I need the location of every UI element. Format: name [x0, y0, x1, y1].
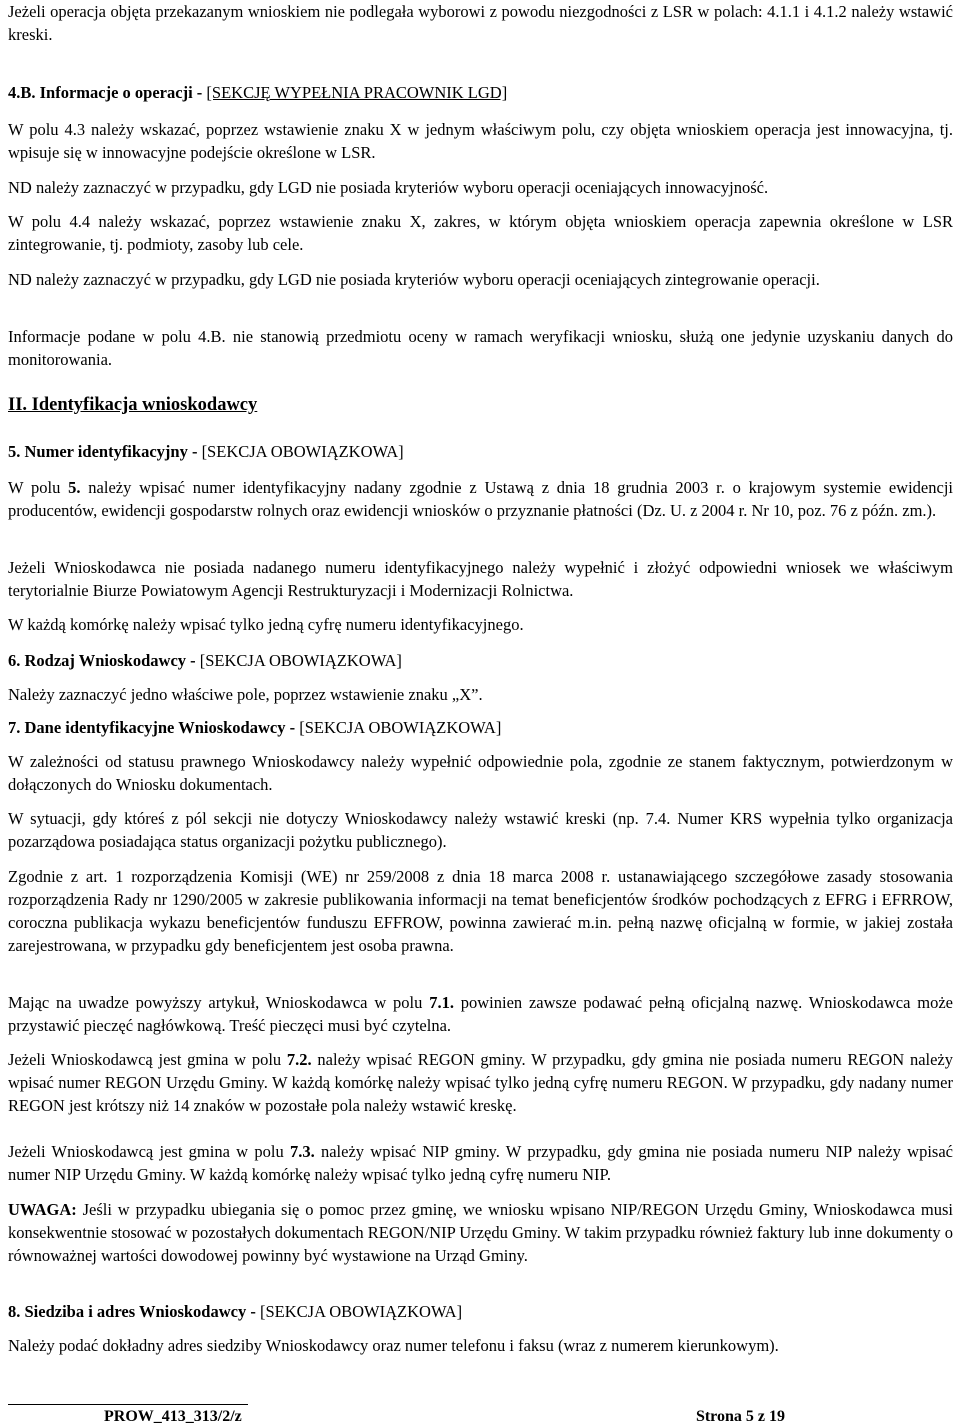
paragraph-field-4-4: W polu 4.4 należy wskazać, poprzez wstawienie znaku X, zakres, w którym objęta wnioskiem operacja zapewnia określone w LSR zintegrowanie, tj. podmioty, zasoby lub cele.	[8, 212, 953, 254]
page-footer	[8, 1407, 953, 1427]
heading-8	[8, 1300, 953, 1323]
heading-7-note: [SEKCJA OBOWIĄZKOWA]	[299, 718, 502, 737]
paragraph-field-7-1-c: powinien zawsze podawać pełną oficjalną nazwę. Wnioskodawca może przystawić pieczęć nagłówkową. Treść pieczęci musi być czytelna.	[8, 993, 953, 1035]
paragraph-field-5-a: W polu	[8, 478, 69, 497]
paragraph-field-7-3-c: należy wpisać NIP gminy. W przypadku, gdy gmina nie posiada numeru NIP należy wpisać numer NIP Urzędu Gminy. W każdą komórkę należy wpisać tylko jedną cyfrę numeru NIP.	[8, 1142, 953, 1184]
paragraph-regulation: Zgodnie z art. 1 rozporządzenia Komisji (WE) nr 259/2008 z dnia 18 marca 2008 r. ustanawiającego szczegółowe zasady stosowania rozporządzenia Rady nr 1290/2005 w zakresie publikowania informacji na temat beneficjentów środków pochodzących z EFRG i EFRROW, coroczna publikacja wykazu beneficjentów funduszu EFFROW, powinna zawierać m.in. pełną nazwę oficjalną w formie, w jakiej została zarejestrowana, w przypadku gdy beneficjentem jest osoba prawna.	[8, 867, 953, 955]
paragraph-field-7-3	[8, 1140, 953, 1186]
paragraph-nd-innovation: ND należy zaznaczyć w przypadku, gdy LGD nie posiada kryteriów wyboru operacji oceniających innowacyjność.	[8, 178, 769, 197]
warning-text: Jeśli w przypadku ubiegania się o pomoc przez gminę, we wniosku wpisano NIP/REGON Urzędu Gminy, Wnioskodawca musi konsekwentnie stosować w pozostałych dokumentach REGON/NIP Urzędu Gminy. W takim przypadku również faktury lub inne dokumenty o równoważnej wartości dowodowej powinny być wystawione na Urząd Gminy.	[8, 1200, 953, 1265]
heading-5-note: [SEKCJA OBOWIĄZKOWA]	[201, 442, 404, 461]
paragraph-field-7-1-a: Mając na uwadze powyższy artykuł, Wnioskodawca w polu	[8, 993, 430, 1012]
heading-6-title: 6. Rodzaj Wnioskodawcy -	[8, 651, 200, 670]
paragraph-warning	[8, 1198, 953, 1267]
paragraph-not-applicable: W sytuacji, gdy któreś z pól sekcji nie dotyczy Wnioskodawcy należy wstawić kreski (np. 7.4. Numer KRS wypełnia tylko organizacja pozarządowa posiadająca status organizacji pożytku publicznego).	[8, 809, 953, 851]
heading-6-note: [SEKCJA OBOWIĄZKOWA]	[199, 651, 402, 670]
paragraph-field-7-1	[8, 991, 953, 1037]
heading-8-title: 8. Siedziba i adres Wnioskodawcy -	[8, 1302, 260, 1321]
heading-4b	[8, 81, 953, 104]
paragraph-field-7-2-c: należy wpisać REGON gminy. W przypadku, gdy gmina nie posiada numeru REGON należy wpisać numer REGON Urzędu Gminy. W każdą komórkę należy wpisać tylko jedną cyfrę numeru REGON. W przypadku, gdy nadany numer REGON jest krótszy niż 14 znaków w pozostałe pola należy wstawić kreskę.	[8, 1050, 953, 1115]
paragraph-field-6: Należy zaznaczyć jedno właściwe pole, poprzez wstawienie znaku „X”.	[8, 685, 483, 704]
paragraph-one-digit: W każdą komórkę należy wpisać tylko jedną cyfrę numeru identyfikacyjnego.	[8, 615, 524, 634]
paragraph-field-5	[8, 476, 953, 522]
section-heading-identification: II. Identyfikacja wnioskodawcy	[8, 395, 258, 415]
paragraph-field-7-1-b: 7.1.	[429, 993, 454, 1012]
heading-4b-title: 4.B. Informacje o operacji -	[8, 83, 207, 102]
paragraph-field-5-c: należy wpisać numer identyfikacyjny nadany zgodnie z Ustawą z dnia 18 grudnia 2003 r. o krajowym systemie ewidencji producentów, ewidencji gospodarstw rolnych oraz ewidencji wniosków o przyznanie płatności (Dz. U. z 2004 r. Nr 10, poz. 76 z późn. zm.).	[8, 478, 953, 520]
footer-page-number: Strona 5 z 19	[695, 1408, 785, 1425]
paragraph-field-7-2-b: 7.2.	[286, 1050, 312, 1069]
heading-5	[8, 440, 953, 463]
paragraph-nd-integration: ND należy zaznaczyć w przypadku, gdy LGD nie posiada kryteriów wyboru operacji oceniających zintegrowanie operacji.	[8, 270, 820, 289]
footer-document-id: PROW_413_313/2/z	[104, 1408, 242, 1425]
paragraph-field-7-2-a: Jeżeli Wnioskodawcą jest gmina w polu	[8, 1050, 287, 1069]
paragraph-field-4-3: W polu 4.3 należy wskazać, poprzez wstawienie znaku X w jednym właściwym polu, czy objęta wnioskiem operacja jest innowacyjna, tj. wpisuje się w innowacyjne podejście określone w LSR.	[8, 120, 953, 162]
paragraph-legal-status: W zależności od statusu prawnego Wnioskodawcy należy wypełnić odpowiednie pola, zgodnie ze stanem faktycznym, potwierdzonym w dołączonych do Wniosku dokumentach.	[8, 752, 953, 794]
paragraph-address: Należy podać dokładny adres siedziby Wnioskodawcy oraz numer telefonu i faksu (wraz z numerem kierunkowym).	[8, 1336, 779, 1355]
paragraph-field-5-b: 5.	[68, 478, 81, 497]
heading-6	[8, 649, 953, 672]
heading-7	[8, 716, 953, 739]
paragraph-field-7-3-a: Jeżeli Wnioskodawcą jest gmina w polu	[8, 1142, 290, 1161]
heading-4b-note: [SEKCJĘ WYPEŁNIA PRACOWNIK LGD]	[206, 83, 508, 102]
paragraph-info-4b: Informacje podane w polu 4.B. nie stanowią przedmiotu oceny w ramach weryfikacji wniosku, służą one jedynie uzyskaniu danych do monitorowania.	[8, 327, 953, 369]
heading-8-note: [SEKCJA OBOWIĄZKOWA]	[259, 1302, 463, 1321]
paragraph-field-7-3-b: 7.3.	[289, 1142, 315, 1161]
heading-7-title: 7. Dane identyfikacyjne Wnioskodawcy -	[8, 718, 300, 737]
footer-rule	[8, 1404, 248, 1405]
paragraph-dash-fields: Jeżeli operacja objęta przekazanym wnioskiem nie podlegała wyborowi z powodu niezgodności z LSR w polach: 4.1.1 i 4.1.2 należy wstawić kreski.	[8, 2, 953, 44]
paragraph-no-id-number: Jeżeli Wnioskodawca nie posiada nadanego numeru identyfikacyjnego należy wypełnić i złożyć odpowiedni wniosek we właściwym terytorialnie Biurze Powiatowym Agencji Restrukturyzacji i Modernizacji Rolnictwa.	[8, 558, 953, 600]
warning-label: UWAGA:	[8, 1200, 77, 1219]
heading-5-title: 5. Numer identyfikacyjny -	[8, 442, 202, 461]
paragraph-field-7-2	[8, 1048, 953, 1117]
